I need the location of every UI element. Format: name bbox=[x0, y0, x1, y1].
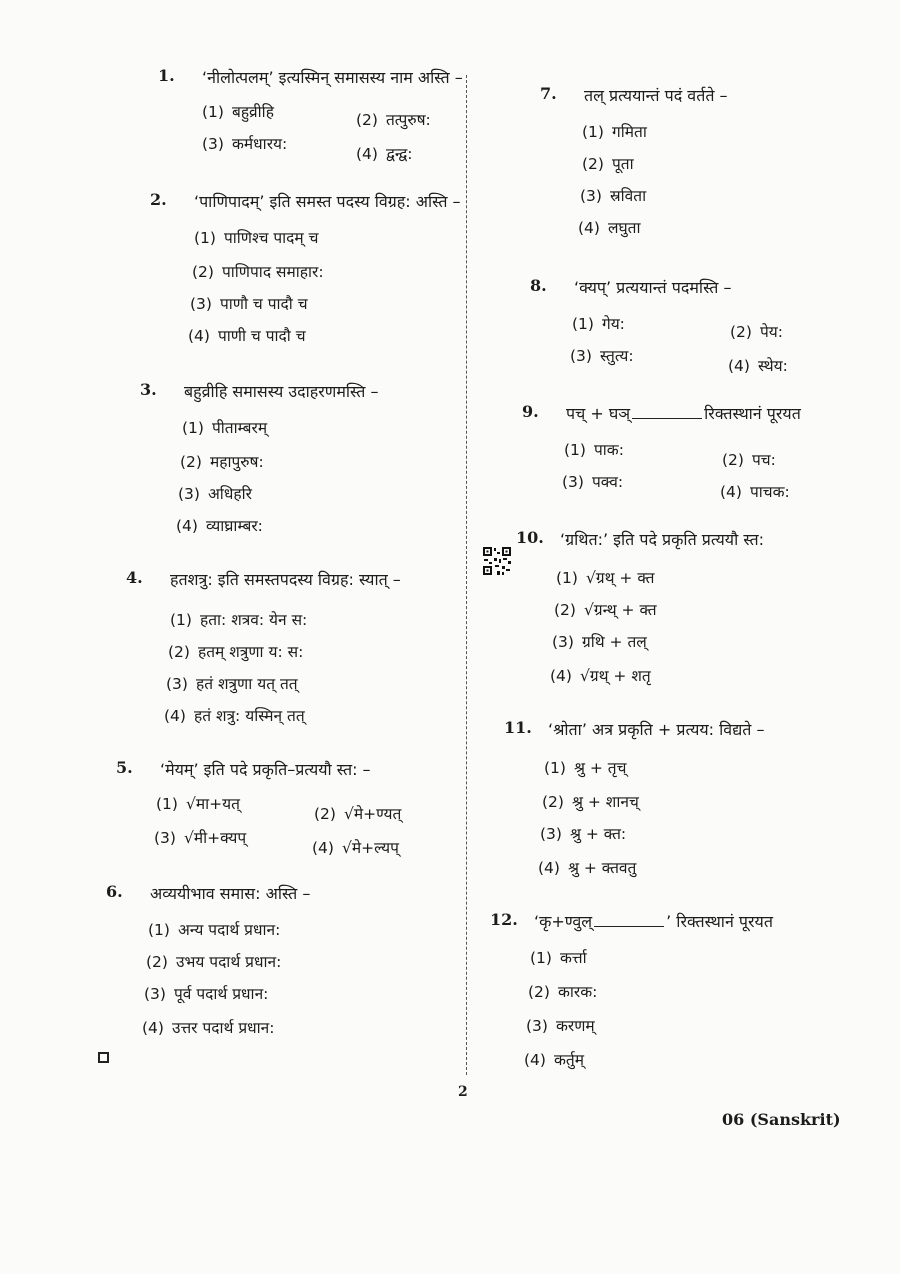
question-text: पच् + घञ् रिक्तस्थानं पूरयत bbox=[566, 404, 801, 423]
option-1: (1) श्रु + तृच् bbox=[544, 759, 627, 777]
option-2: (2) पाणिपाद समाहार: bbox=[192, 263, 324, 281]
question-text: हतशत्रु: इति समस्तपदस्य विग्रह: स्यात् – bbox=[170, 570, 401, 589]
option-2: (2) पेय: bbox=[730, 323, 783, 341]
option-4: (4) कर्तुम् bbox=[524, 1051, 584, 1069]
option-2: (2) उभय पदार्थ प्रधान: bbox=[146, 953, 282, 971]
option-4: (4) उत्तर पदार्थ प्रधान: bbox=[142, 1019, 275, 1037]
option-2: (2) हतम् शत्रुणा य: स: bbox=[168, 643, 304, 661]
question-number: 11. bbox=[504, 718, 532, 737]
option-2: (2) पच: bbox=[722, 451, 776, 469]
option-3: (3) हतं शत्रुणा यत् तत् bbox=[166, 675, 298, 693]
question-number: 12. bbox=[490, 910, 518, 929]
question-number: 8. bbox=[530, 276, 547, 295]
answer-blank bbox=[632, 418, 702, 419]
option-2: (2) श्रु + शानच् bbox=[542, 793, 639, 811]
question-text: अव्ययीभाव समास: अस्ति – bbox=[150, 884, 311, 903]
option-3: (3) कर्मधारय: bbox=[202, 135, 288, 153]
option-3: (3) √मी+क्यप् bbox=[154, 829, 247, 847]
option-3: (3) स्तुत्य: bbox=[570, 347, 634, 365]
option-1: (1) गमिता bbox=[582, 123, 647, 141]
option-4: (4) √ग्रथ् + शतृ bbox=[550, 667, 651, 685]
option-1: (1) गेय: bbox=[572, 315, 625, 333]
answer-blank bbox=[594, 926, 664, 927]
option-4: (4) लघुता bbox=[578, 219, 641, 237]
option-2: (2) तत्पुरुष: bbox=[356, 111, 431, 129]
option-2: (2) कारक: bbox=[528, 983, 598, 1001]
option-3: (3) पाणौ च पादौ च bbox=[190, 295, 308, 313]
question-text: ‘कृ+ण्वुल् ’ रिक्तस्थानं पूरयत bbox=[534, 912, 773, 931]
question-number: 4. bbox=[126, 568, 143, 587]
option-4: (4) पाचक: bbox=[720, 483, 790, 501]
option-4: (4) द्वन्द्व: bbox=[356, 145, 413, 163]
option-4: (4) व्याघ्राम्बर: bbox=[176, 517, 263, 535]
question-text: बहुव्रीहि समासस्य उदाहरणमस्ति – bbox=[184, 382, 379, 401]
option-4: (4) श्रु + क्तवतु bbox=[538, 859, 637, 877]
option-2: (2) पूता bbox=[582, 155, 634, 173]
question-text: तल् प्रत्ययान्तं पदं वर्तते – bbox=[584, 86, 728, 105]
question-text: ‘मेयम्’ इति पदे प्रकृति–प्रत्ययौ स्त: – bbox=[160, 760, 371, 779]
question-number: 1. bbox=[158, 66, 175, 85]
question-text: ‘श्रोता’ अत्र प्रकृति + प्रत्यय: विद्यते – bbox=[548, 720, 765, 739]
option-4: (4) पाणी च पादौ च bbox=[188, 327, 306, 345]
qr-code-icon bbox=[482, 546, 512, 576]
column-divider bbox=[466, 75, 467, 1075]
option-1: (1) पाक: bbox=[564, 441, 624, 459]
question-number: 10. bbox=[516, 528, 544, 547]
option-1: (1) पाणिश्च पादम् च bbox=[194, 229, 319, 247]
option-1: (1) पीताम्बरम् bbox=[182, 419, 268, 437]
page-number: 2 bbox=[458, 1084, 468, 1100]
option-3: (3) करणम् bbox=[526, 1017, 595, 1035]
option-2: (2) महापुरुष: bbox=[180, 453, 264, 471]
option-2: (2) √ग्रन्थ् + क्त bbox=[554, 601, 657, 619]
option-1: (1) √मा+यत् bbox=[156, 795, 240, 813]
option-3: (3) श्रु + क्त: bbox=[540, 825, 627, 843]
question-number: 6. bbox=[106, 882, 123, 901]
option-4: (4) हतं शत्रु: यस्मिन् तत् bbox=[164, 707, 305, 725]
option-3: (3) अधिहरि bbox=[178, 485, 252, 503]
question-text: ‘पाणिपादम्’ इति समस्त पदस्य विग्रह: अस्ति – bbox=[194, 192, 461, 211]
option-4: (4) √मे+ल्यप् bbox=[312, 839, 399, 857]
question-text: ‘नीलोत्पलम्’ इत्यस्मिन् समासस्य नाम अस्ति – bbox=[202, 68, 463, 87]
question-text: ‘ग्रथित:’ इति पदे प्रकृति प्रत्ययौ स्त: bbox=[560, 530, 765, 549]
paper-code: 06 (Sanskrit) bbox=[722, 1110, 841, 1129]
option-1: (1) बहुव्रीहि bbox=[202, 103, 274, 121]
option-1: (1) हता: शत्रव: येन स: bbox=[170, 611, 308, 629]
option-3: (3) ग्रथि + तल् bbox=[552, 633, 647, 651]
question-number: 7. bbox=[540, 84, 557, 103]
question-number: 5. bbox=[116, 758, 133, 777]
question-text: ‘क्यप्’ प्रत्ययान्तं पदमस्ति – bbox=[574, 278, 732, 297]
option-3: (3) पक्व: bbox=[562, 473, 624, 491]
option-1: (1) कर्त्ता bbox=[530, 949, 587, 967]
question-number: 9. bbox=[522, 402, 539, 421]
option-2: (2) √मे+ण्यत् bbox=[314, 805, 402, 823]
question-number: 2. bbox=[150, 190, 167, 209]
option-4: (4) स्थेय: bbox=[728, 357, 788, 375]
question-number: 3. bbox=[140, 380, 157, 399]
option-3: (3) पूर्व पदार्थ प्रधान: bbox=[144, 985, 269, 1003]
option-3: (3) स्रविता bbox=[580, 187, 647, 205]
option-1: (1) अन्य पदार्थ प्रधान: bbox=[148, 921, 281, 939]
option-1: (1) √ग्रथ् + क्त bbox=[556, 569, 655, 587]
square-marker-icon bbox=[98, 1052, 109, 1063]
